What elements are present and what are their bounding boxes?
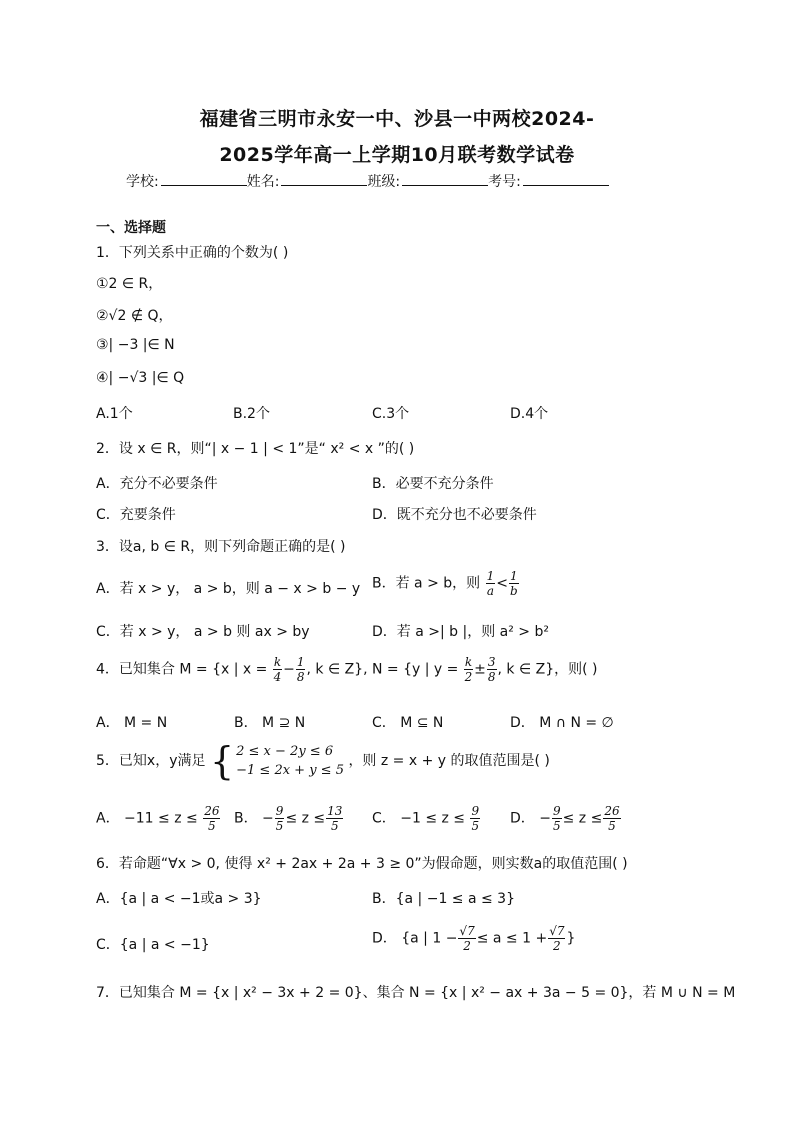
fraction-denominator: 4 [273,670,282,684]
q2-stem: 2．设 x ∈ R，则“| x − 1 | < 1”是“ x² < x ”的( ) [96,441,415,457]
fraction-denominator: 2 [553,939,561,953]
q1-item-3: ③| −3 |∈ N [96,337,175,353]
q5-option-b-label: B． − [234,810,274,827]
q5-b-fraction-2 [326,804,343,833]
q4-stem [96,655,597,684]
q5-option-c [372,804,481,833]
q1-item-1: ①2 ∈ R， [96,276,163,292]
q7-stem: 7．已知集合 M = {x | x² − 3x + 2 = 0}、集合 N = {x | x² − ax + 3a − 5 = 0}，若 M ∪ N = M [96,985,736,1001]
q6-option-d [372,924,575,953]
q4-m-fraction-1-over-8 [296,655,306,684]
q1-stem: 1．下列关系中正确的个数为( ) [96,245,289,261]
q5-option-b [234,804,344,833]
fraction-denominator: b [509,584,518,598]
school-blank [161,171,247,186]
q4-prefix: 4．已知集合 [96,661,175,678]
exam-title-line2: 2025学年高一上学期10月联考数学试卷 [219,144,575,166]
fraction-denominator: 5 [330,819,339,833]
q4-n-fraction-k-over-2 [464,655,473,684]
exam-title-line1: 福建省三明市永安一中、沙县一中两校2024- [199,108,595,130]
q3-fraction-1-over-b [509,569,519,598]
class-field [367,171,488,191]
left-brace-icon: { [209,739,235,783]
q6-option-c: C．{a | a < −1} [96,937,210,953]
q5-inequality-system [209,739,344,783]
fraction-denominator: 5 [471,819,480,833]
q4-set-m-prefix: M = {x | x = [179,661,268,678]
fraction-denominator: 2 [463,939,471,953]
fraction-denominator: a [486,584,494,598]
fraction-denominator: 8 [296,670,305,684]
q2-option-a: A．充分不必要条件 [96,476,218,492]
student-info-row [126,171,609,191]
name-label: 姓名: [246,174,280,190]
q4-suffix: ，则( ) [554,661,598,678]
fraction-numerator: 26 [204,804,220,818]
fraction-denominator: 5 [275,819,284,833]
q2-option-c: C．充要条件 [96,507,176,523]
q1-item-2: ②√2 ∉ Q， [96,308,173,324]
fraction-numerator: 3 [487,655,496,669]
q5-option-c-label: C． −1 ≤ z ≤ [372,810,466,827]
q6-option-d-label: D． {a | 1 − [372,930,458,947]
fraction-numerator: 9 [471,804,480,818]
q1-option-c: C.3个 [372,406,410,422]
q5-suffix: ，则 z = x + y 的取值范围是( ) [348,753,550,769]
fraction-denominator: 5 [552,819,561,833]
less-than-sign: < [496,575,508,592]
q4-set-m-suffix: , k ∈ Z}, [306,661,368,678]
q5-stem [96,739,550,783]
q1-item-4: ④| −√3 |∈ Q [96,370,185,386]
q2-option-d: D．既不充分也不必要条件 [372,507,537,523]
fraction-numerator: 13 [327,804,343,818]
q3-option-b-label: B．若 a > b，则 [372,575,481,592]
q3-option-a: A．若 x > y， a > b，则 a − x > b − y [96,581,361,597]
q6-option-a: A．{a | a < −1或a > 3} [96,891,262,907]
q5-option-a-label: A． −11 ≤ z ≤ [96,810,198,827]
plus-minus-sign: ± [474,661,486,678]
name-field [247,171,368,191]
q6-d-middle: ≤ a ≤ 1 + [476,930,548,947]
q5-inequality-2: −1 ≤ 2x + y ≤ 5 [236,763,344,778]
school-label: 学校: [126,174,159,190]
fraction-numerator: 1 [486,569,495,583]
q6-d-fraction-1 [458,924,475,953]
q4-m-fraction-k-over-4 [273,655,282,684]
q5-option-d [510,804,622,833]
q4-n-fraction-3-over-8 [487,655,497,684]
q2-option-b: B．必要不充分条件 [372,476,494,492]
q1-option-b: B.2个 [233,406,270,422]
fraction-numerator: √7 [459,924,475,938]
q3-option-b [372,569,520,598]
exam-number-blank [523,171,609,186]
fraction-numerator: k [464,655,473,669]
q5-b-middle: ≤ z ≤ [285,810,326,827]
fraction-denominator: 8 [487,670,496,684]
q3-stem: 3．设a, b ∈ R，则下列命题正确的是( ) [96,539,346,555]
fraction-denominator: 5 [208,819,216,833]
q3-option-c: C．若 x > y， a > b 则 ax > by [96,624,310,640]
q4-option-a: A． M = N [96,715,168,731]
fraction-denominator: 5 [608,819,616,833]
q6-option-b: B．{a | −1 ≤ a ≤ 3} [372,891,516,907]
q5-option-a [96,804,221,833]
q5-a-fraction [203,804,220,833]
q4-set-n-suffix: , k ∈ Z} [497,661,555,678]
exam-number-field [488,171,609,191]
q3-option-d: D．若 a >| b |，则 a² > b² [372,624,549,640]
q5-option-d-label: D． − [510,810,551,827]
q6-stem: 6．若命题“∀x > 0, 使得 x² + 2ax + 2a + 3 ≥ 0”为假命题，则实数a的取值范围( ) [96,856,628,872]
q6-d-fraction-2 [548,924,565,953]
q5-d-middle: ≤ z ≤ [562,810,603,827]
fraction-numerator: k [273,655,282,669]
q4-option-d: D． M ∩ N = ∅ [510,715,614,731]
fraction-numerator: √7 [549,924,565,938]
q1-option-d: D.4个 [510,406,549,422]
class-blank [402,171,488,186]
fraction-denominator: 2 [464,670,473,684]
q5-prefix: 5．已知x，y满足 [96,753,206,769]
q5-b-fraction-1 [275,804,285,833]
fraction-numerator: 9 [275,804,284,818]
fraction-numerator: 1 [509,569,518,583]
q5-c-fraction [470,804,480,833]
q3-fraction-1-over-a [486,569,496,598]
q5-d-fraction-2 [603,804,620,833]
section-heading: 一、选择题 [96,220,166,236]
q5-d-fraction-1 [552,804,562,833]
name-blank [281,171,367,186]
q5-inequality-1: 2 ≤ x − 2y ≤ 6 [236,744,334,759]
q4-set-n-prefix: N = {y | y = [372,661,459,678]
school-field [126,171,247,191]
fraction-numerator: 26 [604,804,620,818]
q4-option-b: B． M ⊇ N [234,715,306,731]
q4-option-c: C． M ⊆ N [372,715,444,731]
class-label: 班级: [367,174,401,190]
minus-sign: − [283,661,295,678]
q1-option-a: A.1个 [96,406,133,422]
exam-number-label: 考号: [488,174,521,190]
fraction-numerator: 1 [296,655,305,669]
fraction-numerator: 9 [552,804,561,818]
q6-d-suffix: } [566,930,576,947]
